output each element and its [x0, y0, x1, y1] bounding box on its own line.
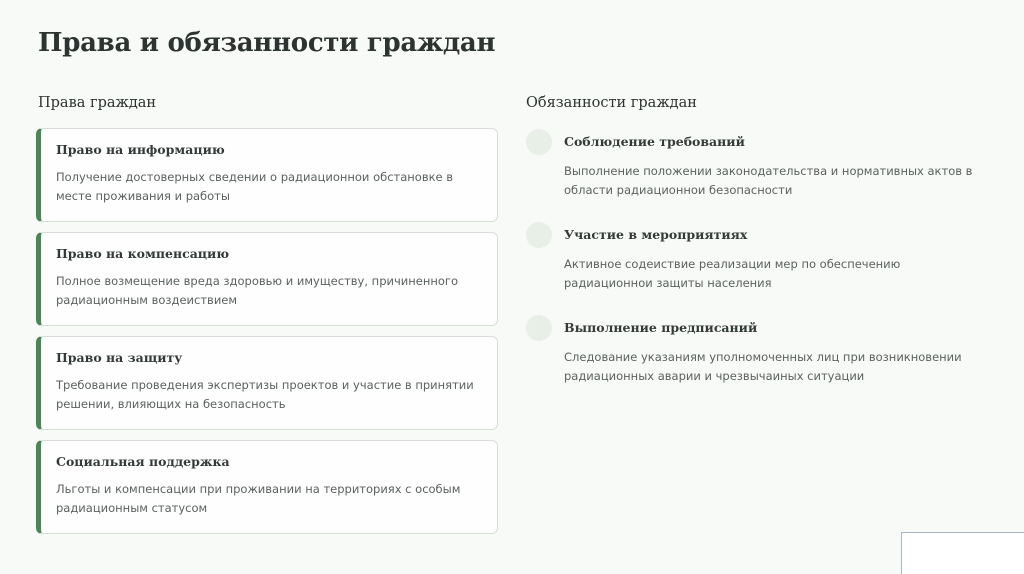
duties-list [526, 128, 976, 407]
duty-title: Участие в мероприятиях [564, 227, 748, 242]
duty-item-participation [526, 221, 976, 314]
duty-description: Следование указаниям уполномоченных лиц при возникновении радиационных аварии и чрезвычаиных ситуации [564, 350, 962, 383]
card-description: Полное возмещение вреда здоровью и имуществу, причиненного радиационным воздеиствием [56, 274, 458, 307]
right-card-information [36, 128, 498, 222]
duty-title: Соблюдение требований [564, 134, 745, 149]
card-title: Социальная поддержка [56, 454, 230, 469]
rights-list [36, 128, 498, 544]
bullet-circle-icon [526, 129, 552, 155]
page-title: Права и обязанности граждан [38, 28, 496, 58]
bullet-circle-icon [526, 315, 552, 341]
card-description: Требование проведения экспертизы проектов и участие в принятии решении, влияющих на безопасность [56, 378, 474, 411]
card-description: Льготы и компенсации при проживании на территориях с особым радиационным статусом [56, 482, 461, 515]
duties-heading: Обязанности граждан [526, 95, 697, 111]
bullet-circle-icon [526, 222, 552, 248]
duty-item-instructions [526, 314, 976, 407]
card-title: Право на информацию [56, 142, 225, 157]
corner-frame [901, 532, 1024, 574]
right-card-social-support [36, 440, 498, 534]
duty-description: Активное содеиствие реализации мер по обеспечению радиационнои защиты населения [564, 257, 901, 290]
rights-heading: Права граждан [38, 95, 157, 111]
right-card-protection [36, 336, 498, 430]
duty-item-compliance [526, 128, 976, 221]
card-title: Право на защиту [56, 350, 183, 365]
card-description: Получение достоверных сведении о радиационнои обстановке в месте проживания и работы [56, 170, 454, 203]
card-title: Право на компенсацию [56, 246, 230, 261]
right-card-compensation [36, 232, 498, 326]
duty-description: Выполнение положении законодательства и нормативных актов в области радиационнои безопасности [564, 164, 973, 197]
duty-title: Выполнение предписаний [564, 320, 758, 335]
